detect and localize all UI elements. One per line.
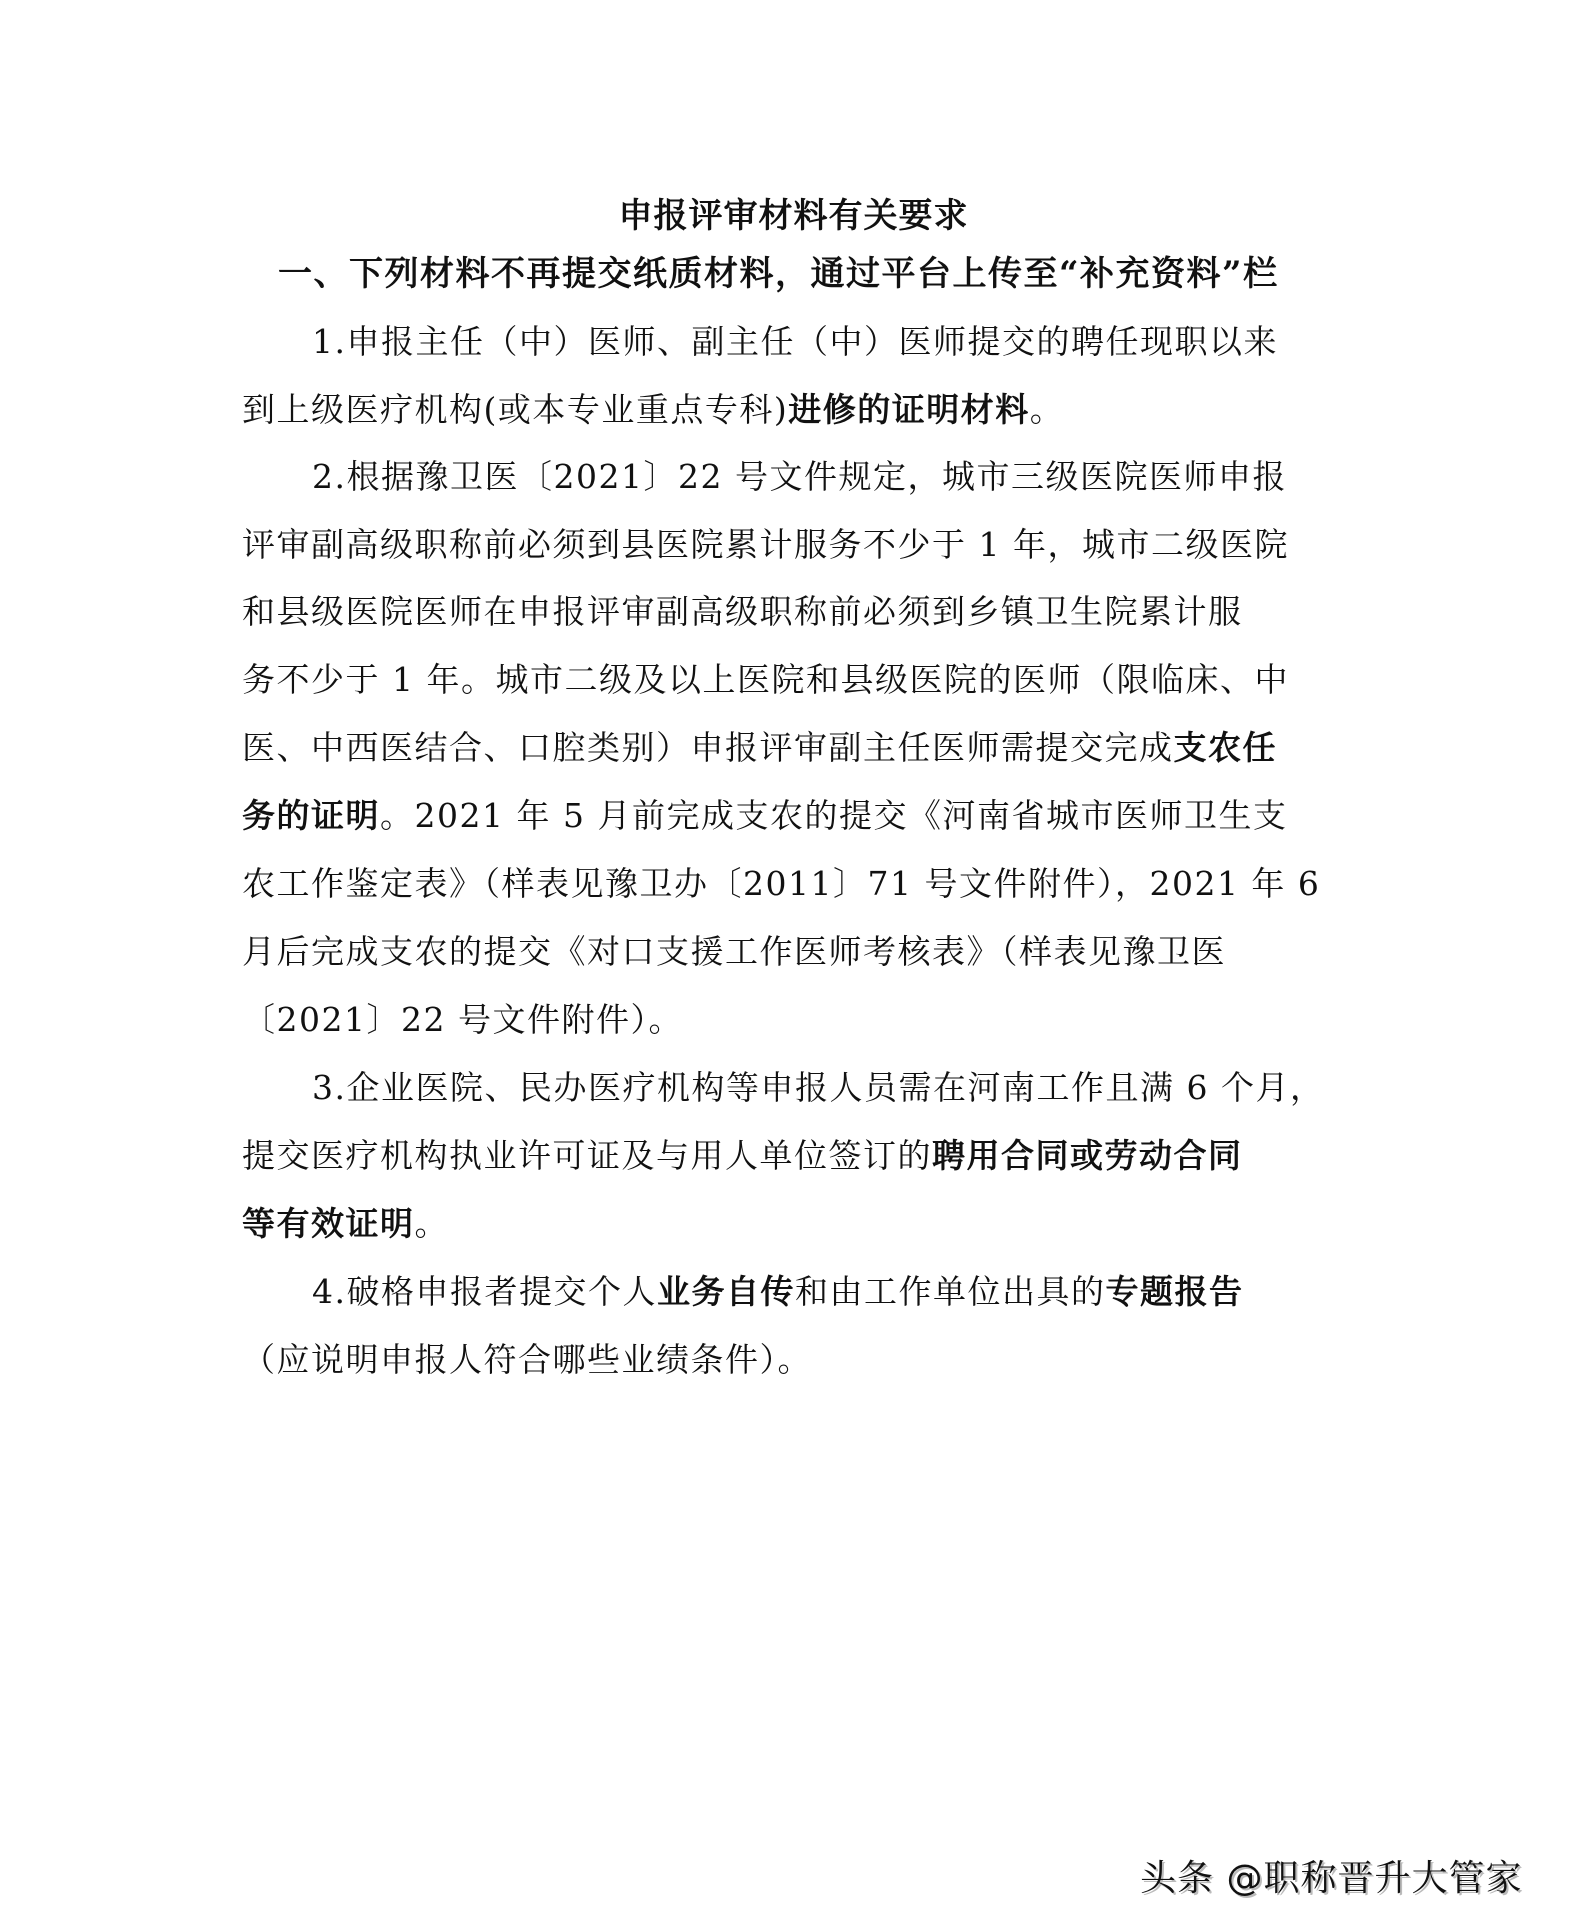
text: 医、中西医结合、口腔类别）申报评审副主任医师需提交完成 (242, 728, 1174, 767)
bold-text: 进修的证明材料 (788, 390, 1030, 429)
watermark: 头条 @职称晋升大管家 (1140, 1858, 1523, 1899)
item2-line5 (242, 726, 1342, 770)
item2-line6 (242, 794, 1342, 838)
text: 到上级医疗机构(或本专业重点专科) (242, 390, 789, 429)
bold-text: 等有效证明 (242, 1204, 415, 1243)
item3-line3 (242, 1202, 1342, 1246)
text: 4.破格申报者提交个人 (312, 1272, 657, 1311)
bold-text: 务的证明 (242, 796, 380, 835)
bold-text: 聘用合同或劳动合同 (932, 1136, 1243, 1175)
item2-line8: 月后完成支农的提交《对口支援工作医师考核表》（样表见豫卫医 (242, 932, 1226, 971)
item4-line2: （应说明申报人符合哪些业绩条件）。 (242, 1340, 812, 1379)
item2-line4: 务不少于 1 年。城市二级及以上医院和县级医院的医师（限临床、中 (242, 660, 1289, 699)
item1-line2 (242, 388, 1342, 432)
text: 。 (1029, 390, 1065, 429)
bold-text: 专题报告 (1105, 1272, 1244, 1311)
text: 和由工作单位出具的 (795, 1272, 1106, 1311)
bold-text: 业务自传 (657, 1272, 795, 1311)
item2-line1: 2.根据豫卫医〔2021〕22 号文件规定，城市三级医院医师申报 (312, 457, 1287, 496)
bold-text: 支农任 (1173, 728, 1277, 767)
document-title: 申报评审材料有关要求 (618, 196, 969, 236)
item3-line1: 3.企业医院、民办医疗机构等申报人员需在河南工作且满 6 个月， (312, 1068, 1325, 1107)
text: 。 (414, 1204, 449, 1243)
item2-line2: 评审副高级职称前必须到县医院累计服务不少于 1 年，城市二级医院 (242, 525, 1289, 564)
section1-heading: 一、下列材料不再提交纸质材料，通过平台上传至“补充资料”栏 (278, 254, 1279, 294)
item2-line7: 农工作鉴定表》（样表见豫卫办〔2011〕71 号文件附件），2021 年 6 (242, 864, 1321, 903)
item2-line9: 〔2021〕22 号文件附件）。 (242, 1000, 683, 1039)
item2-line3: 和县级医院医师在申报评审副高级职称前必须到乡镇卫生院累计服 (242, 592, 1243, 631)
item1-line1: 1.申报主任（中）医师、副主任（中）医师提交的聘任现职以来 (312, 322, 1278, 361)
text: 。2021 年 5 月前完成支农的提交《河南省城市医师卫生支 (380, 796, 1288, 835)
item4-line1 (312, 1270, 1412, 1314)
text: 提交医疗机构执业许可证及与用人单位签订的 (242, 1136, 932, 1175)
item3-line2 (242, 1134, 1342, 1178)
